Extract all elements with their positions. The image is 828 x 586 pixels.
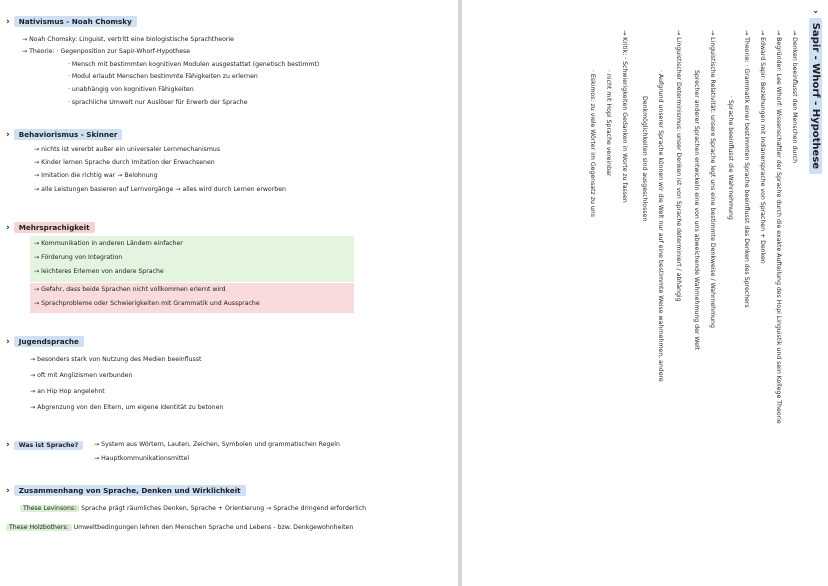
behaviorismus-line: → alle Leistungen basieren auf Lernvorgänge → alles wird durch Lernen erworben — [34, 186, 286, 193]
jugendsprache-line: → oft mit Anglizismen verbunden — [30, 372, 133, 379]
these-text: Umweltbedingungen lehren den Menschen Sprache und Lebens - bzw. Denkgewohnheiten — [73, 524, 354, 531]
jugendsprache-line: → an Hip Hop angelehnt — [30, 388, 105, 395]
sapir-line: · Sprache beeinflusst die Wahrnehmung — [727, 96, 734, 220]
jugendsprache-line: → besonders stark von Nutzung des Medien beeinflusst — [30, 356, 202, 363]
nativismus-line: · Mensch mit bestimmten kognitiven Modulen ausgestattet (genetisch bestimmt) — [68, 61, 320, 68]
sapir-line: → Begründer: Lee Whorf: Wissenschaftler der Sprache durch die exakte Aufteilung des Hopi Linguistik und sein Kollege Theorie — [775, 30, 782, 424]
sapir-line: → Edward Sapir: Beziehungen mit Indianersprache von Sprachen + Denken — [759, 30, 766, 264]
sapir-line: · Aufgrund unserer Sprache können wir die Welt nur auf eine bestimmte Weise wahrnehmen, andere — [657, 70, 664, 382]
was-ist-sprache-heading — [6, 440, 83, 450]
zusammenhang-line — [20, 505, 366, 512]
zusammenhang-heading — [6, 485, 246, 496]
these-text: Sprache prägt räumliches Denken, Sprache + Orientierung → Sprache dringend erforderlich — [81, 505, 367, 512]
sapir-line: → Linguistische Relativität: unsere Sprache legt uns eine bestimmte Denkweise / Wahrnehmung — [709, 30, 716, 328]
sapir-line: · nicht mit Hopi Sprache vereinbar — [605, 70, 612, 177]
sapir-line: → Linguistischer Determinismus: unser Denken ist von Sprache determiniert / abhängig — [675, 30, 682, 302]
con-line: → Sprachprobleme oder Schwierigkeiten mit Grammatik und Aussprache — [34, 300, 260, 307]
con-line: → Gefahr, dass beide Sprachen nicht vollkommen erlernt wird — [34, 286, 226, 293]
sapir-line: Sprecher anderer Sprachen entwickeln eine von uns abweichende Wahrnehmung der Welt — [693, 70, 700, 351]
nativismus-line: → Noah Chomsky: Linguist, vertritt eine biologistische Sprachtheorie — [22, 36, 234, 43]
chevron-right-icon: › — [810, 10, 821, 14]
sapir-whorf-heading — [809, 10, 822, 174]
nativismus-line: · sprachliche Umwelt nur Auslöser für Erwerb der Sprache — [68, 99, 248, 106]
pro-line: → leichteres Erlernen von andere Sprache — [34, 268, 164, 275]
nativismus-line: · Modul erlaubt Menschen bestimmte Fähigkeiten zu erlernen — [68, 73, 258, 80]
was-ist-sprache-title: Was ist Sprache? — [14, 441, 84, 450]
behaviorismus-line: → nichts ist vererbt außer ein universaler Lernmechanismus — [34, 146, 221, 153]
chevron-right-icon: › — [6, 129, 10, 140]
behaviorismus-line: → Imitation die richtig war → Belohnung — [34, 172, 158, 179]
sapir-line: → Theorie: · Grammatik einer bestimmten Sprache beeinflusst das Denken des Sprechers — [743, 30, 750, 308]
mehrsprachigkeit-title: Mehrsprachigkeit — [14, 222, 95, 233]
nativismus-line: → Theorie: · Gegenposition zur Sapir-Whorf-Hypothese — [22, 48, 191, 55]
pro-line: → Kommunikation in anderen Ländern einfacher — [34, 240, 183, 247]
sapir-line: → Kritik: · Schwierigkeiten Gedanken in Worte zu fassen — [621, 30, 628, 203]
these-label: These Levinsons: — [20, 505, 79, 512]
behaviorismus-line: → Kinder lernen Sprache durch Imitation der Erwachsenen — [34, 159, 215, 166]
sapir-line: Denkmöglichkeiten sind ausgeschlossen — [641, 96, 648, 222]
jugendsprache-title: Jugendsprache — [14, 336, 84, 347]
behaviorismus-title: Behaviorismus - Skinner — [14, 129, 123, 140]
chevron-right-icon: › — [6, 16, 10, 27]
sapir-whorf-title: Sapir - Whorf - Hypothese — [809, 18, 822, 174]
chevron-right-icon: › — [6, 440, 10, 450]
rotated-content — [462, 0, 828, 586]
chevron-right-icon: › — [6, 222, 10, 233]
nativismus-heading — [6, 16, 137, 27]
mehrsprachigkeit-heading — [6, 222, 95, 233]
right-notebook-page — [462, 0, 828, 586]
jugendsprache-line: → Abgrenzung von den Eltern, um eigene Identität zu betonen — [30, 404, 224, 411]
sapir-line: · Eskimos: zu viele Wörter im Gegensatz zu uns — [589, 70, 596, 217]
chevron-right-icon: › — [6, 336, 10, 347]
behaviorismus-heading — [6, 129, 122, 140]
was-ist-sprache-line: → Hauptkommunikationsmittel — [94, 455, 190, 462]
nativismus-title: Nativismus - Noah Chomsky — [14, 16, 137, 27]
zusammenhang-title: Zusammenhang von Sprache, Denken und Wirklichkeit — [14, 485, 246, 496]
pro-line: → Förderung von Integration — [34, 254, 123, 261]
nativismus-line: · unabhängig von kognitiven Fähigkeiten — [68, 86, 194, 93]
was-ist-sprache-line: → System aus Wörtern, Lauten, Zeichen, Symbolen und grammatischen Regeln — [94, 441, 340, 448]
sapir-line: → Denken beeinflusst den Menschen durch — [791, 30, 798, 164]
these-label: These Holzbothers: — [6, 524, 72, 531]
zusammenhang-line — [6, 524, 353, 531]
jugendsprache-heading — [6, 336, 84, 347]
chevron-right-icon: › — [6, 485, 10, 496]
